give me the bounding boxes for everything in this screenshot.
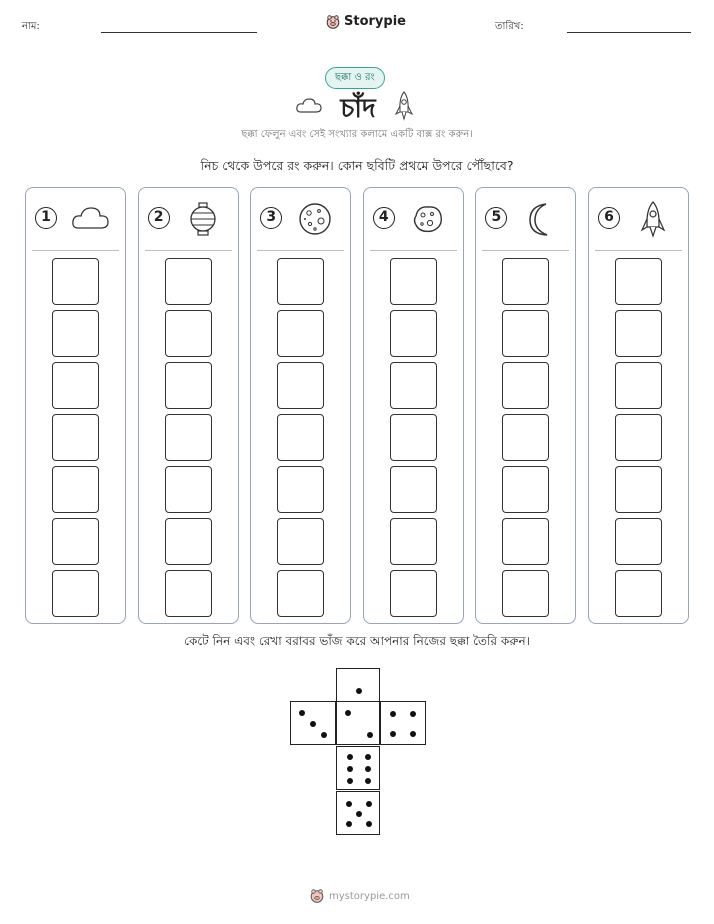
die-pip bbox=[347, 778, 353, 784]
color-box[interactable] bbox=[502, 258, 549, 305]
color-box[interactable] bbox=[165, 570, 212, 617]
column-divider bbox=[32, 250, 119, 251]
question-text: নিচ থেকে উপরে রং করুন। কোন ছবিটি প্রথমে উপরে পৌঁছাবে? bbox=[200, 158, 514, 173]
column-divider bbox=[257, 250, 344, 251]
color-box[interactable] bbox=[390, 310, 437, 357]
die-face-2 bbox=[336, 701, 380, 745]
instructions-subtitle: ছক্কা ফেলুন এবং সেই সংখ্যার কলামে একটি বাক্স রং করুন। bbox=[241, 129, 473, 140]
pig-logo-icon bbox=[310, 889, 324, 903]
column-number: 1 bbox=[35, 207, 57, 229]
rocket-icon bbox=[633, 200, 673, 238]
color-box[interactable] bbox=[165, 362, 212, 409]
column-divider bbox=[595, 250, 682, 251]
color-box[interactable] bbox=[502, 518, 549, 565]
brand-name: Storypie bbox=[344, 14, 406, 29]
cut-instruction: কেটে নিন এবং রেখা বরাবর ভাঁজ করে আপনার নিজের ছক্কা তৈরি করুন। bbox=[184, 634, 530, 648]
die-pip bbox=[346, 801, 352, 807]
color-box[interactable] bbox=[52, 310, 99, 357]
color-box[interactable] bbox=[390, 258, 437, 305]
die-pip bbox=[365, 766, 371, 772]
color-box[interactable] bbox=[502, 362, 549, 409]
color-box[interactable] bbox=[390, 570, 437, 617]
die-face-3 bbox=[290, 701, 336, 745]
die-pip bbox=[345, 710, 351, 716]
die-pip bbox=[366, 801, 372, 807]
lantern-icon bbox=[183, 200, 223, 238]
color-box[interactable] bbox=[52, 414, 99, 461]
cloud-icon bbox=[295, 96, 323, 116]
die-pip bbox=[410, 731, 416, 737]
color-box[interactable] bbox=[615, 310, 662, 357]
moon-craters-icon bbox=[295, 200, 335, 238]
color-box[interactable] bbox=[52, 362, 99, 409]
brand-logo bbox=[326, 14, 406, 29]
column-divider bbox=[482, 250, 569, 251]
die-pip bbox=[356, 811, 362, 817]
color-box[interactable] bbox=[165, 466, 212, 513]
column-header bbox=[476, 188, 575, 250]
column-5 bbox=[475, 187, 576, 624]
die-pip bbox=[321, 732, 327, 738]
footer-url: mystorypie.com bbox=[329, 890, 410, 902]
date-label: তারিখ: bbox=[495, 21, 524, 32]
color-box[interactable] bbox=[390, 414, 437, 461]
die-face-5 bbox=[336, 791, 380, 835]
color-box[interactable] bbox=[502, 414, 549, 461]
date-line[interactable] bbox=[567, 32, 691, 33]
color-box[interactable] bbox=[390, 518, 437, 565]
color-box[interactable] bbox=[390, 362, 437, 409]
column-4 bbox=[363, 187, 464, 624]
die-pip bbox=[390, 731, 396, 737]
activity-tag: ছক্কা ও রং bbox=[325, 67, 385, 89]
color-box[interactable] bbox=[502, 466, 549, 513]
column-number: 5 bbox=[485, 207, 507, 229]
pig-logo-icon bbox=[326, 15, 340, 29]
page-title: চাঁদ bbox=[340, 94, 376, 124]
die-pip bbox=[390, 711, 396, 717]
footer bbox=[310, 889, 410, 903]
die-pip bbox=[366, 821, 372, 827]
color-box[interactable] bbox=[277, 414, 324, 461]
color-box[interactable] bbox=[52, 466, 99, 513]
color-box[interactable] bbox=[277, 258, 324, 305]
column-header bbox=[589, 188, 688, 250]
rocket-icon bbox=[393, 90, 415, 122]
color-box[interactable] bbox=[390, 466, 437, 513]
die-pip bbox=[347, 754, 353, 760]
name-line[interactable] bbox=[101, 32, 257, 33]
column-1 bbox=[25, 187, 126, 624]
column-number: 6 bbox=[598, 207, 620, 229]
color-box[interactable] bbox=[165, 310, 212, 357]
color-box[interactable] bbox=[615, 466, 662, 513]
color-box[interactable] bbox=[277, 518, 324, 565]
die-pip bbox=[346, 821, 352, 827]
column-3 bbox=[250, 187, 351, 624]
die-pip bbox=[410, 711, 416, 717]
column-header bbox=[139, 188, 238, 250]
color-box[interactable] bbox=[502, 570, 549, 617]
column-number: 2 bbox=[148, 207, 170, 229]
column-divider bbox=[145, 250, 232, 251]
column-6 bbox=[588, 187, 689, 624]
die-pip bbox=[365, 754, 371, 760]
asteroid-icon bbox=[408, 200, 448, 238]
color-box[interactable] bbox=[277, 570, 324, 617]
crescent-moon-icon bbox=[520, 200, 560, 238]
die-face-4 bbox=[380, 701, 426, 745]
die-pip bbox=[365, 778, 371, 784]
color-box[interactable] bbox=[52, 258, 99, 305]
color-box[interactable] bbox=[165, 518, 212, 565]
column-2 bbox=[138, 187, 239, 624]
die-face-6 bbox=[336, 746, 380, 790]
color-box[interactable] bbox=[277, 310, 324, 357]
color-box[interactable] bbox=[615, 414, 662, 461]
column-header bbox=[251, 188, 350, 250]
color-box[interactable] bbox=[52, 570, 99, 617]
cloud-icon bbox=[70, 200, 110, 238]
column-number: 3 bbox=[260, 207, 282, 229]
column-header bbox=[26, 188, 125, 250]
column-header bbox=[364, 188, 463, 250]
die-pip bbox=[347, 766, 353, 772]
color-box[interactable] bbox=[502, 310, 549, 357]
color-box[interactable] bbox=[165, 258, 212, 305]
name-label: নাম: bbox=[22, 21, 40, 32]
die-pip bbox=[367, 732, 373, 738]
column-number: 4 bbox=[373, 207, 395, 229]
die-pip bbox=[310, 721, 316, 727]
color-box[interactable] bbox=[277, 466, 324, 513]
die-pip bbox=[299, 710, 305, 716]
color-box[interactable] bbox=[615, 258, 662, 305]
color-box[interactable] bbox=[615, 570, 662, 617]
color-box[interactable] bbox=[52, 518, 99, 565]
color-box[interactable] bbox=[165, 414, 212, 461]
die-pip bbox=[356, 688, 362, 694]
column-divider bbox=[370, 250, 457, 251]
color-box[interactable] bbox=[615, 362, 662, 409]
color-box[interactable] bbox=[277, 362, 324, 409]
color-box[interactable] bbox=[615, 518, 662, 565]
